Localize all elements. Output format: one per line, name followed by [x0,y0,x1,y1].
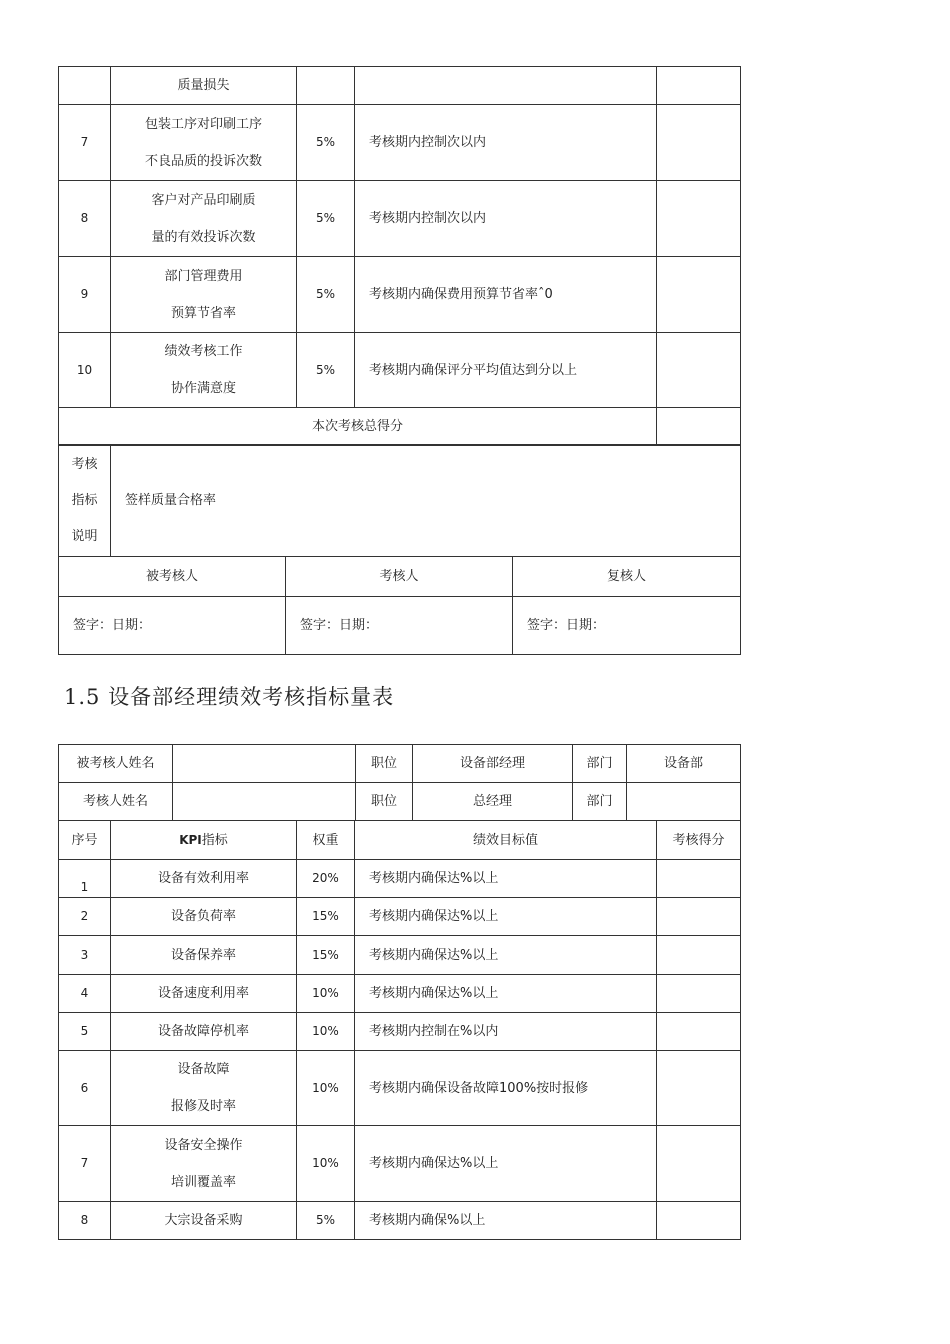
position-label: 职位 [356,783,413,821]
cell-weight: 10% [297,1126,355,1202]
info-row [59,783,741,821]
cell-no: 1 [59,860,111,898]
indicator-line: 不良品质的投诉次数 [144,153,262,169]
cell-score[interactable] [657,1013,741,1051]
position-value: 设备部经理 [413,745,573,783]
indicator-line: 报修及时率 [170,1099,236,1114]
cell-indicator: 设备负荷率 [111,898,297,936]
table-row [59,333,741,408]
table-row [59,1051,741,1126]
position-label: 职位 [356,745,413,783]
signature-row [59,597,741,655]
cell-indicator: 设备保养率 [111,936,297,975]
header-target: 绩效目标值 [355,821,657,860]
cell-weight: 10% [297,1051,355,1126]
cell-weight: 10% [297,1013,355,1051]
assessee-name-label: 被考核人姓名 [59,745,173,783]
cell-no: 8 [59,1202,111,1240]
section-heading: 1.5 设备部经理绩效考核指标量表 [64,685,395,709]
cell-weight: 5% [297,1202,355,1240]
cell-target: 考核期内确保达%以上 [355,975,657,1013]
assessee-name-value[interactable] [173,745,356,783]
cell-score[interactable] [657,898,741,936]
cell-target: 考核期内控制次以内 [355,181,657,257]
cell-no [59,67,111,105]
cell-indicator: 大宗设备采购 [111,1202,297,1240]
reviewer-signature[interactable]: 签字：日期： [513,597,741,655]
cell-score[interactable] [657,1126,741,1202]
indicator-line: 包装工序对印刷工序 [144,116,262,132]
cell-no: 7 [59,1126,111,1202]
note-row [59,445,741,557]
indicator-line: 量的有效投诉次数 [151,229,256,245]
cell-no: 7 [59,105,111,181]
cell-indicator [111,1051,297,1126]
indicator-line: 协作满意度 [170,381,236,396]
cell-indicator [111,105,297,181]
total-row [59,408,741,446]
cell-score[interactable] [657,936,741,975]
cell-weight: 15% [297,898,355,936]
cell-no: 10 [59,333,111,408]
header-row [59,821,741,860]
cell-score[interactable] [657,257,741,333]
cell-no: 9 [59,257,111,333]
table-row [59,181,741,257]
kpi-table-continued [58,66,741,446]
header-kpi: KPI指标 [111,821,297,860]
cell-indicator [111,1126,297,1202]
indicator-line: 预算节省率 [170,305,236,321]
cell-target: 考核期内控制次以内 [355,105,657,181]
assessee-header: 被考核人 [59,557,286,597]
table-row [59,936,741,975]
cell-target: 考核期内确保评分平均值达到分以上 [355,333,657,408]
cell-score[interactable] [657,67,741,105]
total-score[interactable] [657,408,741,446]
dept-label: 部门 [573,783,627,821]
cell-target: 考核期内确保费用预算节省率ˆ0 [355,257,657,333]
signature-header-row [59,557,741,597]
assessor-signature[interactable]: 签字：日期： [286,597,513,655]
indicator-line: 绩效考核工作 [164,344,243,359]
reviewer-header: 复核人 [513,557,741,597]
cell-no: 2 [59,898,111,936]
cell-target: 考核期内确保达%以上 [355,936,657,975]
cell-weight: 5% [297,257,355,333]
table-row [59,257,741,333]
cell-score[interactable] [657,181,741,257]
assessor-name-value[interactable] [173,783,356,821]
cell-weight: 5% [297,105,355,181]
table-row [59,860,741,898]
table-row [59,67,741,105]
cell-target: 考核期内确保达%以上 [355,1126,657,1202]
indicator-line: 部门管理费用 [164,268,243,284]
info-row [59,745,741,783]
cell-weight: 20% [297,860,355,898]
header-weight: 权重 [297,821,355,860]
indicator-line: 设备安全操作 [164,1137,243,1153]
header-no: 序号 [59,821,111,860]
assessor-header: 考核人 [286,557,513,597]
cell-weight: 5% [297,181,355,257]
position-value: 总经理 [413,783,573,821]
cell-target: 考核期内确保达%以上 [355,860,657,898]
cell-score[interactable] [657,333,741,408]
note-table [58,444,741,557]
cell-indicator [111,257,297,333]
assessee-signature[interactable]: 签字：日期： [59,597,286,655]
cell-target: 考核期内确保达%以上 [355,898,657,936]
cell-indicator: 设备有效利用率 [111,860,297,898]
cell-no: 8 [59,181,111,257]
cell-target: 考核期内确保%以上 [355,1202,657,1240]
header-score: 考核得分 [657,821,741,860]
indicator-line: 培训覆盖率 [170,1174,236,1190]
table-row [59,105,741,181]
cell-score[interactable] [657,1202,741,1240]
indicator-line: 客户对产品印刷质 [151,192,256,208]
cell-weight: 15% [297,936,355,975]
cell-no: 6 [59,1051,111,1126]
signature-table [58,556,741,655]
note-text: 签样质量合格率 [111,445,741,557]
dept-value[interactable] [627,783,741,821]
kpi-table [58,820,741,1240]
indicator-line: 设备故障 [177,1062,230,1077]
cell-no: 4 [59,975,111,1013]
cell-target [355,67,657,105]
table-row [59,975,741,1013]
cell-score[interactable] [657,975,741,1013]
cell-weight: 10% [297,975,355,1013]
cell-target: 考核期内控制在%以内 [355,1013,657,1051]
cell-indicator [111,333,297,408]
dept-label: 部门 [573,745,627,783]
table-row [59,1202,741,1240]
cell-indicator: 质量损失 [111,67,297,105]
cell-indicator: 设备速度利用率 [111,975,297,1013]
table-row [59,1126,741,1202]
table-row [59,898,741,936]
cell-weight [297,67,355,105]
cell-weight: 5% [297,333,355,408]
dept-value: 设备部 [627,745,741,783]
cell-score[interactable] [657,105,741,181]
cell-score[interactable] [657,1051,741,1126]
cell-indicator [111,181,297,257]
cell-no: 3 [59,936,111,975]
cell-no: 5 [59,1013,111,1051]
table-row [59,1013,741,1051]
info-table [58,744,741,821]
cell-indicator: 设备故障停机率 [111,1013,297,1051]
note-label: 考核 指标 说明 [59,445,111,557]
cell-target: 考核期内确保设备故障100%按时报修 [355,1051,657,1126]
cell-score[interactable] [657,860,741,898]
assessor-name-label: 考核人姓名 [59,783,173,821]
total-label: 本次考核总得分 [59,408,657,446]
